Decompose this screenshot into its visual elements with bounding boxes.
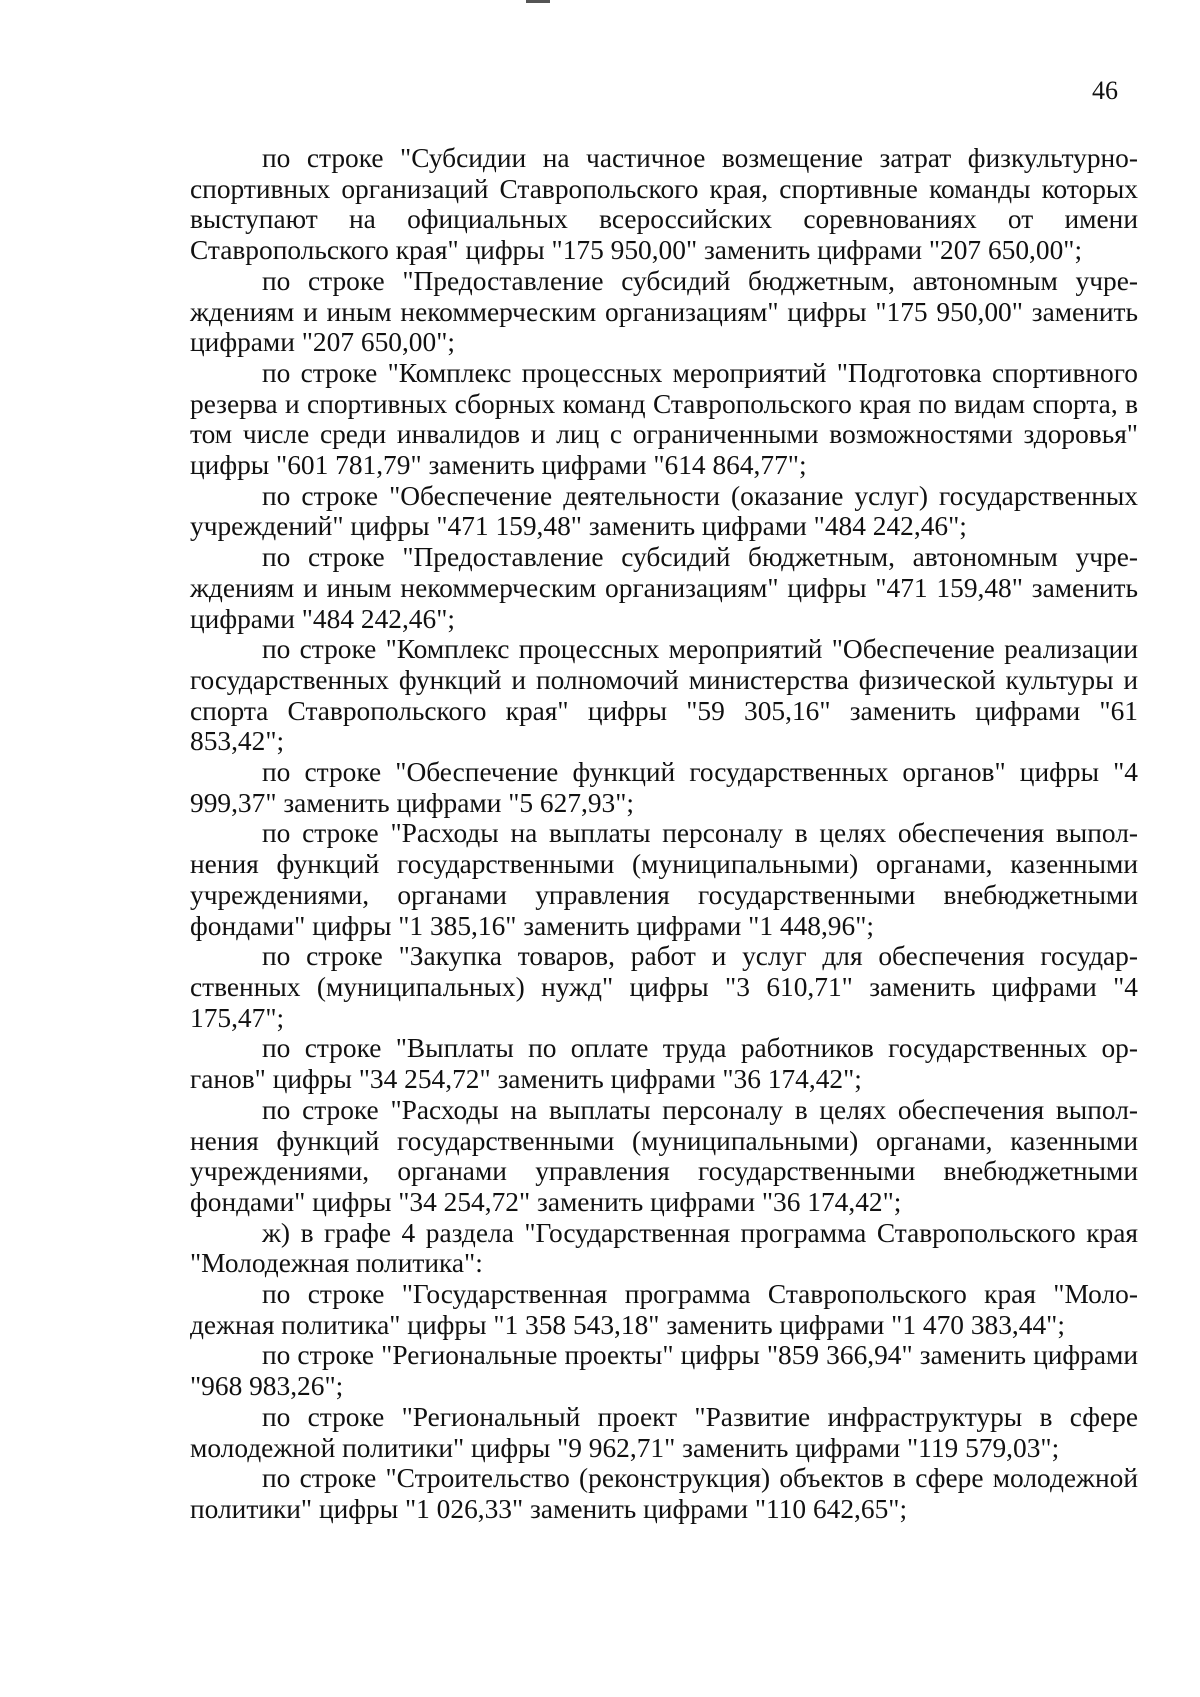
paragraph: по строке "Государственная программа Ставропольского края "Молодежная политика" цифры "1 358 543,18" заменить цифрами "1 470 383,44"; xyxy=(190,1279,1138,1340)
page-number: 46 xyxy=(1092,76,1118,105)
paragraph: по строке "Региональный проект "Развитие инфраструктуры в сфере молодежной политики" цифры "9 962,71" заменить цифрами "119 579,03"; xyxy=(190,1401,1138,1463)
paragraph: по строке "Региональные проекты" цифры "859 366,94" заменить цифрами "968 983,26"; xyxy=(190,1340,1138,1402)
paragraph: по строке "Строительство (реконструкция) объектов в сфере молодежной политики" цифры "1 026,33" заменить цифрами "110 642,65"; xyxy=(190,1463,1138,1524)
paragraph: по строке "Комплекс процессных мероприятий "Обеспечение реализации государственных функций и полномочий министерства физической культуры и спорта Ставропольского края" цифры "59 305,16" заменить цифрами "61 853,42"; xyxy=(190,634,1138,757)
paragraph: по строке "Обеспечение деятельности (оказание услуг) государственных учреждений" цифры "471 159,48" заменить цифрами "484 242,46"; xyxy=(190,480,1138,542)
paragraph: по строке "Обеспечение функций государственных органов" цифры "4 999,37" заменить цифрами "5 627,93"; xyxy=(190,757,1138,818)
document-body xyxy=(190,143,1138,1525)
paragraph: по строке "Расходы на выплаты персоналу в целях обеспечения выполнения функций государственными (муниципальными) органами, казенными учреждениями, органами управления государственными внебюджетными фондами" цифры "34 254,72" заменить цифрами "36 174,42"; xyxy=(190,1094,1138,1217)
paragraph: по строке "Расходы на выплаты персоналу в целях обеспечения выполнения функций государственными (муниципальными) органами, казенными учреждениями, органами управления государственными внебюджетными фондами" цифры "1 385,16" заменить цифрами "1 448,96"; xyxy=(190,818,1138,941)
paragraph: по строке "Субсидии на частичное возмещение затрат физкультурно-спортивных организаций Ставропольского края, спортивные команды которых выступают на официальных всероссийских соревнованиях от имени Ставропольского края" цифры "175 950,00" заменить цифрами "207 650,00"; xyxy=(190,143,1138,266)
paragraph: по строке "Комплекс процессных мероприятий "Подготовка спортивного резерва и спортивных сборных команд Ставропольского края по видам спорта, в том числе среди инвалидов и лиц с ограниченными возможностями здоровья" цифры "601 781,79" заменить цифрами "614 864,77"; xyxy=(190,357,1138,481)
paragraph: по строке "Закупка товаров, работ и услуг для обеспечения государственных (муниципальных) нужд" цифры "3 610,71" заменить цифрами "4 175,47"; xyxy=(190,941,1138,1033)
paragraph: по строке "Предоставление субсидий бюджетным, автономным учреждениям и иным некоммерческим организациям" цифры "471 159,48" заменить цифрами "484 242,46"; xyxy=(190,542,1138,634)
scan-artifact xyxy=(526,0,550,3)
paragraph: ж) в графе 4 раздела "Государственная программа Ставропольского края "Молодежная политика": xyxy=(190,1217,1138,1279)
paragraph: по строке "Выплаты по оплате труда работников государственных органов" цифры "34 254,72" заменить цифрами "36 174,42"; xyxy=(190,1033,1138,1095)
paragraph: по строке "Предоставление субсидий бюджетным, автономным учреждениям и иным некоммерческим организациям" цифры "175 950,00" заменить цифрами "207 650,00"; xyxy=(190,265,1138,358)
